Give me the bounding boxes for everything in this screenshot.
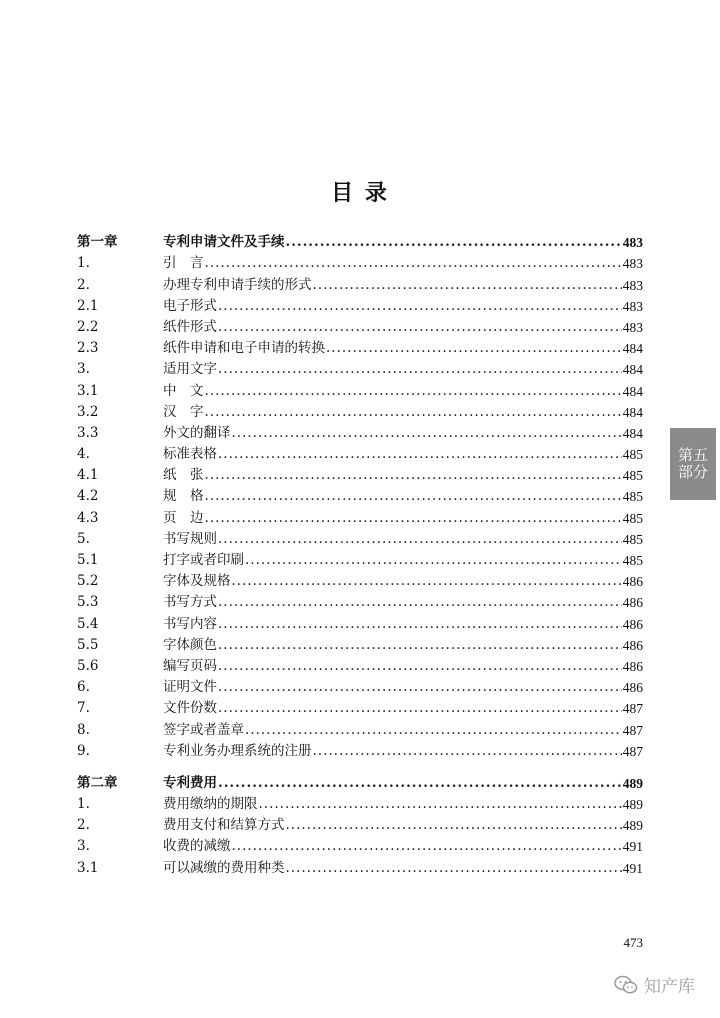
toc-entry-page: 483 [622,256,643,272]
toc-leader-dots [218,773,622,794]
toc-leader-dots [218,656,622,677]
toc-entry-page: 491 [622,860,643,876]
toc-row [77,815,643,836]
toc-entry-label: 适用文字 [163,361,217,378]
toc-entry-page: 486 [622,595,643,611]
toc-row [77,444,643,465]
toc-row [77,836,643,857]
toc-entry-number: 3.2 [77,403,99,420]
toc-entry-label: 字体及规格 [163,573,231,590]
toc-entry-number: 第一章 [77,234,118,251]
toc-entry-page: 487 [622,722,643,738]
toc-entry-number: 5.6 [77,657,99,674]
toc-entry-label: 电子形式 [163,297,217,314]
toc-leader-dots [205,402,622,423]
toc-leader-dots [232,571,622,592]
toc-row [77,507,643,528]
wechat-icon [614,975,638,995]
toc-leader-dots [232,423,622,444]
toc-entry-number: 6. [77,679,90,696]
page-number: 473 [623,935,643,950]
toc-leader-dots [218,635,622,656]
toc-leader-dots [205,253,622,274]
toc-row [77,571,643,592]
toc-entry-number: 9. [77,742,90,759]
toc-entry-number: 3. [77,361,90,378]
toc-leader-dots [205,381,622,402]
toc-entry-number: 4.2 [77,488,99,505]
toc-entry-label: 费用支付和结算方式 [163,817,285,834]
toc-title: 目 录 [331,180,389,206]
toc-entry-page: 486 [622,658,643,674]
toc-entry-page: 484 [622,383,643,399]
toc-entry-number: 5. [77,530,90,547]
toc-entry-page: 485 [622,553,643,568]
toc-leader-dots [218,677,622,698]
toc-leader-dots [218,359,622,380]
toc-entry-label: 页 边 [163,509,204,526]
toc-entry-label: 规 格 [163,488,204,505]
toc-entry-number: 1. [77,255,90,272]
toc-chapter-row [77,773,643,794]
toc-row [77,613,643,634]
toc-entry-page: 486 [622,574,643,590]
toc-row [77,253,643,274]
toc-row [77,719,643,740]
toc-entry-page: 489 [622,818,643,834]
toc-entry-label: 费用缴纳的期限 [163,796,258,813]
toc-entry-number: 第二章 [77,774,118,791]
toc-entry-label: 可以减缴的费用种类 [163,859,285,876]
toc-row [77,741,643,762]
toc-entry-page: 491 [622,839,643,855]
toc-entry-label: 字体颜色 [163,636,217,653]
toc-entry-page: 485 [622,489,643,505]
toc-row [77,486,643,507]
toc-row [77,550,643,571]
toc-entry-label: 引 言 [163,255,204,272]
toc-entry-number: 2. [77,276,90,293]
toc-entry-label: 汉 字 [163,403,204,420]
toc-leader-dots [259,794,622,815]
toc-leader-dots [313,741,622,762]
toc-entry-label: 专利费用 [163,774,217,791]
toc-entry-page: 487 [622,743,643,759]
toc-entry-page: 485 [622,510,643,526]
toc-leader-dots [218,614,622,635]
toc-row [77,529,643,550]
toc-entry-number: 2.1 [77,297,99,314]
toc-leader-dots [205,508,622,529]
toc-entry-label: 证明文件 [163,679,217,696]
toc-entry-page: 484 [622,425,643,441]
toc-entry-page: 487 [622,701,643,717]
toc-entry-number: 8. [77,721,90,738]
toc-leader-dots [218,317,622,338]
toc-entry-page: 483 [622,277,643,293]
toc-row [77,317,643,338]
toc-entry-number: 3.1 [77,382,99,399]
toc-entry-number: 3.3 [77,424,99,441]
watermark [614,972,695,997]
toc-row [77,465,643,486]
toc-entry-page: 489 [622,797,643,813]
toc-entry-number: 5.3 [77,594,99,611]
toc-entry-label: 专利申请文件及手续 [163,234,285,251]
toc-row [77,274,643,295]
toc-entry-label: 纸件申请和电子申请的转换 [163,340,325,357]
toc-row [77,635,643,656]
toc-entry-number: 5.5 [77,636,99,653]
toc-entry-page: 483 [622,319,643,335]
toc-row [77,677,643,698]
toc-entry-label: 中 文 [163,382,204,399]
side-tab-label: 第五部分 [677,446,708,481]
toc-entry-number: 5.1 [77,552,99,568]
toc-entry-label: 专利业务办理系统的注册 [163,742,312,759]
toc-leader-dots [218,296,622,317]
toc-row [77,296,643,317]
side-tab [670,428,716,500]
toc-entry-number: 4.3 [77,509,99,526]
toc-leader-dots [218,698,622,719]
toc-entry-page: 485 [622,468,643,484]
toc-leader-dots [205,465,622,486]
toc-row [77,656,643,677]
toc-leader-dots [286,815,622,836]
toc-list [77,232,643,879]
toc-entry-page: 485 [622,447,643,463]
toc-row [77,423,643,444]
toc-entry-label: 签字或者盖章 [163,721,244,738]
toc-leader-dots [245,550,622,571]
toc-entry-page: 486 [622,637,643,653]
toc-entry-label: 书写内容 [163,615,217,632]
toc-row [77,380,643,401]
toc-entry-page: 486 [622,680,643,696]
toc-entry-number: 2. [77,817,90,834]
toc-leader-dots [218,529,622,550]
toc-row [77,359,643,380]
toc-entry-page: 483 [622,235,643,251]
toc-entry-label: 标准表格 [163,446,217,463]
toc-entry-page: 483 [622,298,643,314]
toc-entry-label: 书写方式 [163,594,217,611]
toc-leader-dots [218,444,622,465]
toc-entry-number: 5.4 [77,615,99,632]
toc-entry-label: 纸 张 [163,467,204,484]
toc-row [77,698,643,719]
toc-entry-number: 2.3 [77,340,99,357]
toc-entry-number: 5.2 [77,573,99,590]
toc-entry-number: 7. [77,700,90,717]
toc-entry-page: 489 [622,775,643,791]
toc-entry-label: 收费的减缴 [163,838,231,855]
toc-entry-page: 484 [622,404,643,420]
toc-entry-label: 文件份数 [163,700,217,717]
toc-entry-page: 484 [622,341,643,357]
toc-leader-dots [326,338,622,359]
toc-entry-label: 编写页码 [163,657,217,674]
toc-row [77,857,643,878]
toc-row [77,338,643,359]
toc-entry-number: 4.1 [77,467,99,484]
toc-entry-label: 外文的翻译 [163,424,231,441]
watermark-text: 知产库 [644,977,695,997]
toc-entry-label: 纸件形式 [163,318,217,335]
toc-entry-number: 4. [77,446,90,463]
toc-entry-page: 484 [622,362,643,378]
toc-entry-number: 3. [77,838,90,855]
toc-leader-dots [286,858,622,879]
toc-entry-label: 书写规则 [163,530,217,547]
toc-entry-number: 3.1 [77,859,99,876]
toc-entry-label: 办理专利申请手续的形式 [163,276,312,293]
toc-row [77,794,643,815]
toc-entry-number: 1. [77,796,90,813]
toc-entry-label: 打字或者印刷 [163,552,244,568]
toc-leader-dots [218,592,622,613]
toc-row [77,402,643,423]
toc-leader-dots [205,486,622,507]
toc-entry-page: 485 [622,531,643,547]
toc-row [77,592,643,613]
toc-leader-dots [313,275,622,296]
toc-leader-dots [245,720,622,741]
toc-leader-dots [286,232,622,253]
toc-entry-number: 2.2 [77,318,99,335]
toc-leader-dots [232,836,622,857]
toc-chapter-row [77,232,643,253]
toc-entry-page: 486 [622,616,643,632]
